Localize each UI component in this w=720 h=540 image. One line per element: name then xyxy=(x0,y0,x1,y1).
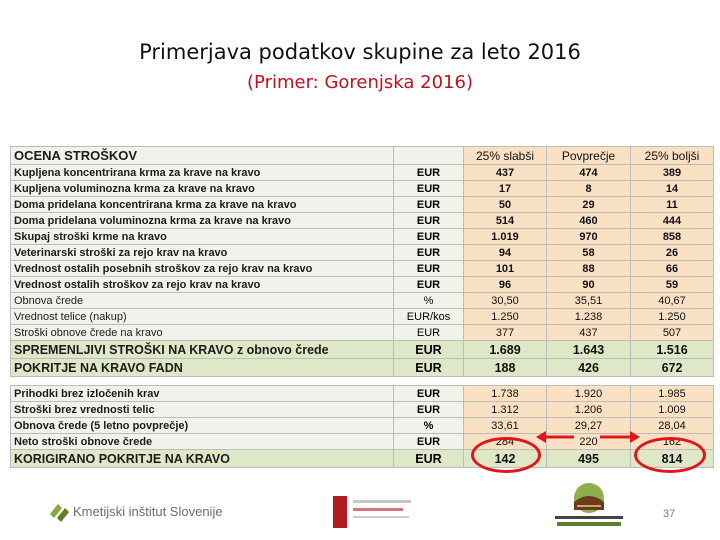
row-label: Vrednost ostalih posebnih stroškov za rejo krav na kravo xyxy=(11,261,394,277)
row-unit: EUR xyxy=(394,386,464,402)
value-better: 444 xyxy=(631,213,714,229)
table-row xyxy=(11,181,714,197)
value-average: 474 xyxy=(547,165,631,181)
table-row xyxy=(11,213,714,229)
cost-table xyxy=(10,146,714,468)
table-row xyxy=(11,197,714,213)
value-average: 90 xyxy=(547,277,631,293)
value-average: 58 xyxy=(547,245,631,261)
value-average: 88 xyxy=(547,261,631,277)
value-better: 40,67 xyxy=(631,293,714,309)
value-average: 460 xyxy=(547,213,631,229)
table-row xyxy=(11,261,714,277)
table-row xyxy=(11,277,714,293)
table-header-row xyxy=(11,147,714,165)
row-unit: EUR xyxy=(394,341,464,359)
value-average: 35,51 xyxy=(547,293,631,309)
row-label: KORIGIRANO POKRITJE NA KRAVO xyxy=(11,450,394,468)
value-average: 1.643 xyxy=(547,341,631,359)
row-label: Stroški brez vrednosti telic xyxy=(11,402,394,418)
row-unit: EUR xyxy=(394,359,464,377)
row-unit: % xyxy=(394,293,464,309)
partner-logo-lines xyxy=(353,500,411,503)
row-label: Obnova črede (5 letno povprečje) xyxy=(11,418,394,434)
row-label: POKRITJE NA KRAVO FADN xyxy=(11,359,394,377)
row-unit: EUR xyxy=(394,325,464,341)
value-worse: 377 xyxy=(464,325,547,341)
arrow-icon xyxy=(536,430,640,444)
header-worse: 25% slabši xyxy=(464,147,547,165)
value-average: 970 xyxy=(547,229,631,245)
highlight-oval-better xyxy=(634,437,706,473)
partner-logo-left xyxy=(333,492,413,532)
value-better: 26 xyxy=(631,245,714,261)
kis-logo-icon xyxy=(48,500,70,522)
row-unit: EUR/kos xyxy=(394,309,464,325)
value-better: 814 xyxy=(631,450,714,468)
value-average: 426 xyxy=(547,359,631,377)
row-label: Skupaj stroški krme na kravo xyxy=(11,229,394,245)
value-better: 507 xyxy=(631,325,714,341)
page-number: 37 xyxy=(663,508,676,520)
value-better: 59 xyxy=(631,277,714,293)
value-average: 29,27 xyxy=(547,418,631,434)
value-average: 495 xyxy=(547,450,631,468)
row-label: Kupljena koncentrirana krma za krave na kravo xyxy=(11,165,394,181)
row-label: Doma pridelana koncentrirana krma za krave na kravo xyxy=(11,197,394,213)
highlight-row xyxy=(11,341,714,359)
row-unit: EUR xyxy=(394,197,464,213)
value-average: 437 xyxy=(547,325,631,341)
header-unit xyxy=(394,147,464,165)
table-row xyxy=(11,309,714,325)
value-worse: 1.312 xyxy=(464,402,547,418)
value-better: 11 xyxy=(631,197,714,213)
value-average: 1.920 xyxy=(547,386,631,402)
final-row xyxy=(11,450,714,468)
value-worse: 188 xyxy=(464,359,547,377)
table-row xyxy=(11,165,714,181)
row-unit: EUR xyxy=(394,402,464,418)
value-better: 858 xyxy=(631,229,714,245)
value-worse: 437 xyxy=(464,165,547,181)
value-better: 1.250 xyxy=(631,309,714,325)
value-worse: 30,50 xyxy=(464,293,547,309)
value-worse: 1.250 xyxy=(464,309,547,325)
value-worse: 17 xyxy=(464,181,547,197)
value-worse: 142 xyxy=(464,450,547,468)
value-worse: 101 xyxy=(464,261,547,277)
value-worse: 96 xyxy=(464,277,547,293)
table-row xyxy=(11,229,714,245)
value-better: 672 xyxy=(631,359,714,377)
value-worse: 94 xyxy=(464,245,547,261)
row-label: SPREMENLJIVI STROŠKI NA KRAVO z obnovo črede xyxy=(11,341,394,359)
slide-subtitle: (Primer: Gorenjska 2016) xyxy=(247,72,473,93)
header-average: Povprečje xyxy=(547,147,631,165)
row-label: Vrednost ostalih stroškov za rejo krav na kravo xyxy=(11,277,394,293)
landscape-emblem-icon xyxy=(553,476,625,530)
highlight-oval-worse xyxy=(471,437,541,473)
value-better: 14 xyxy=(631,181,714,197)
table-row xyxy=(11,293,714,309)
spacer-row xyxy=(11,377,714,386)
header-label: OCENA STROŠKOV xyxy=(11,147,394,165)
row-unit: EUR xyxy=(394,229,464,245)
value-better: 66 xyxy=(631,261,714,277)
value-better: 389 xyxy=(631,165,714,181)
value-average: 1.206 xyxy=(547,402,631,418)
header-better: 25% boljši xyxy=(631,147,714,165)
row-label: Obnova črede xyxy=(11,293,394,309)
value-better: 1.009 xyxy=(631,402,714,418)
value-worse: 514 xyxy=(464,213,547,229)
table-row xyxy=(11,402,714,418)
table-row xyxy=(11,386,714,402)
row-label: Prihodki brez izločenih krav xyxy=(11,386,394,402)
partner-logo-right xyxy=(553,476,625,530)
value-better: 1.516 xyxy=(631,341,714,359)
value-worse: 284 xyxy=(464,434,547,450)
highlight-row xyxy=(11,359,714,377)
value-worse: 33,61 xyxy=(464,418,547,434)
value-better: 1.985 xyxy=(631,386,714,402)
row-label: Vrednost telice (nakup) xyxy=(11,309,394,325)
value-average: 1.238 xyxy=(547,309,631,325)
row-label: Doma pridelana voluminozna krma za krave na kravo xyxy=(11,213,394,229)
value-average: 29 xyxy=(547,197,631,213)
row-label: Stroški obnove črede na kravo xyxy=(11,325,394,341)
row-unit: EUR xyxy=(394,213,464,229)
row-label: Neto stroški obnove črede xyxy=(11,434,394,450)
table-row xyxy=(11,325,714,341)
value-better: 28,04 xyxy=(631,418,714,434)
value-better: 162 xyxy=(631,434,714,450)
value-average: 8 xyxy=(547,181,631,197)
row-unit: EUR xyxy=(394,261,464,277)
row-unit: EUR xyxy=(394,181,464,197)
row-unit: EUR xyxy=(394,245,464,261)
slide-title: Primerjava podatkov skupine za leto 2016 xyxy=(139,40,581,64)
value-worse: 1.019 xyxy=(464,229,547,245)
row-label: Veterinarski stroški za rejo krav na kravo xyxy=(11,245,394,261)
kis-logo-text: Kmetijski inštitut Slovenije xyxy=(73,504,223,519)
value-average: 220 xyxy=(547,434,631,450)
row-unit: EUR xyxy=(394,450,464,468)
value-worse: 1.738 xyxy=(464,386,547,402)
row-unit: EUR xyxy=(394,277,464,293)
table-row xyxy=(11,245,714,261)
row-unit: EUR xyxy=(394,434,464,450)
value-worse: 50 xyxy=(464,197,547,213)
partner-emblem-icon xyxy=(333,496,347,528)
row-unit: EUR xyxy=(394,165,464,181)
row-label: Kupljena voluminozna krma za krave na kravo xyxy=(11,181,394,197)
row-unit: % xyxy=(394,418,464,434)
value-worse: 1.689 xyxy=(464,341,547,359)
